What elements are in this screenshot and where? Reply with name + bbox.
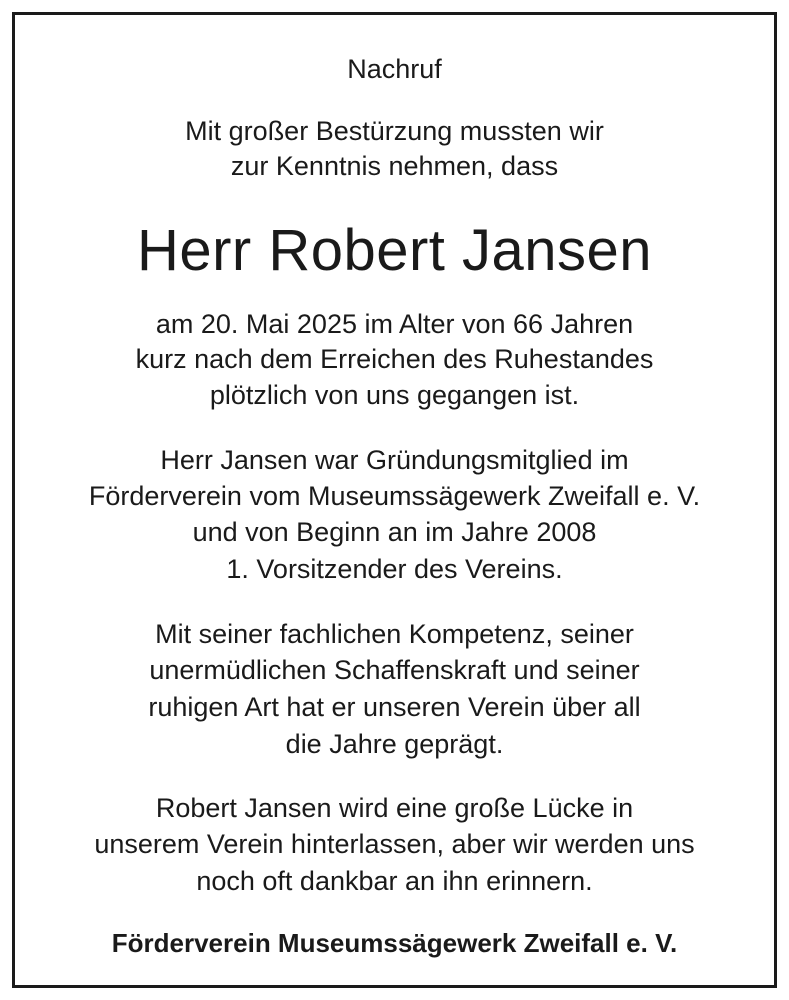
tribute-line: unermüdlichen Schaffenskraft und seiner (149, 655, 640, 685)
obituary-frame (12, 12, 777, 988)
membership-line: Herr Jansen war Gründungsmitglied im (160, 445, 629, 475)
heading: Nachruf (347, 54, 442, 84)
membership-line: Förderverein vom Museumssägewerk Zweifall e. V. (88, 481, 701, 511)
closing-line: noch oft dankbar an ihn erinnern. (196, 866, 593, 896)
intro-line: Mit großer Bestürzung mussten wir (185, 116, 604, 146)
deceased-name: Herr Robert Jansen (136, 218, 653, 283)
tribute-line: Mit seiner fachlichen Kompetenz, seiner (155, 619, 634, 649)
obituary-content (15, 15, 774, 985)
closing-line: Robert Jansen wird eine große Lücke in (155, 793, 634, 823)
passing-line: kurz nach dem Erreichen des Ruhestandes (135, 344, 654, 374)
intro-line: zur Kenntnis nehmen, dass (230, 151, 559, 181)
membership-line: 1. Vorsitzender des Vereins. (226, 554, 563, 584)
membership-line: und von Beginn an im Jahre 2008 (192, 517, 597, 547)
signature: Förderverein Museumssägewerk Zweifall e. V. (111, 928, 678, 958)
tribute-line: die Jahre geprägt. (285, 729, 504, 759)
passing-line: am 20. Mai 2025 im Alter von 66 Jahren (155, 309, 634, 339)
passing-line: plötzlich von uns gegangen ist. (209, 380, 580, 410)
tribute-line: ruhigen Art hat er unseren Verein über all (148, 692, 641, 722)
closing-line: unserem Verein hinterlassen, aber wir werden uns (94, 829, 695, 859)
